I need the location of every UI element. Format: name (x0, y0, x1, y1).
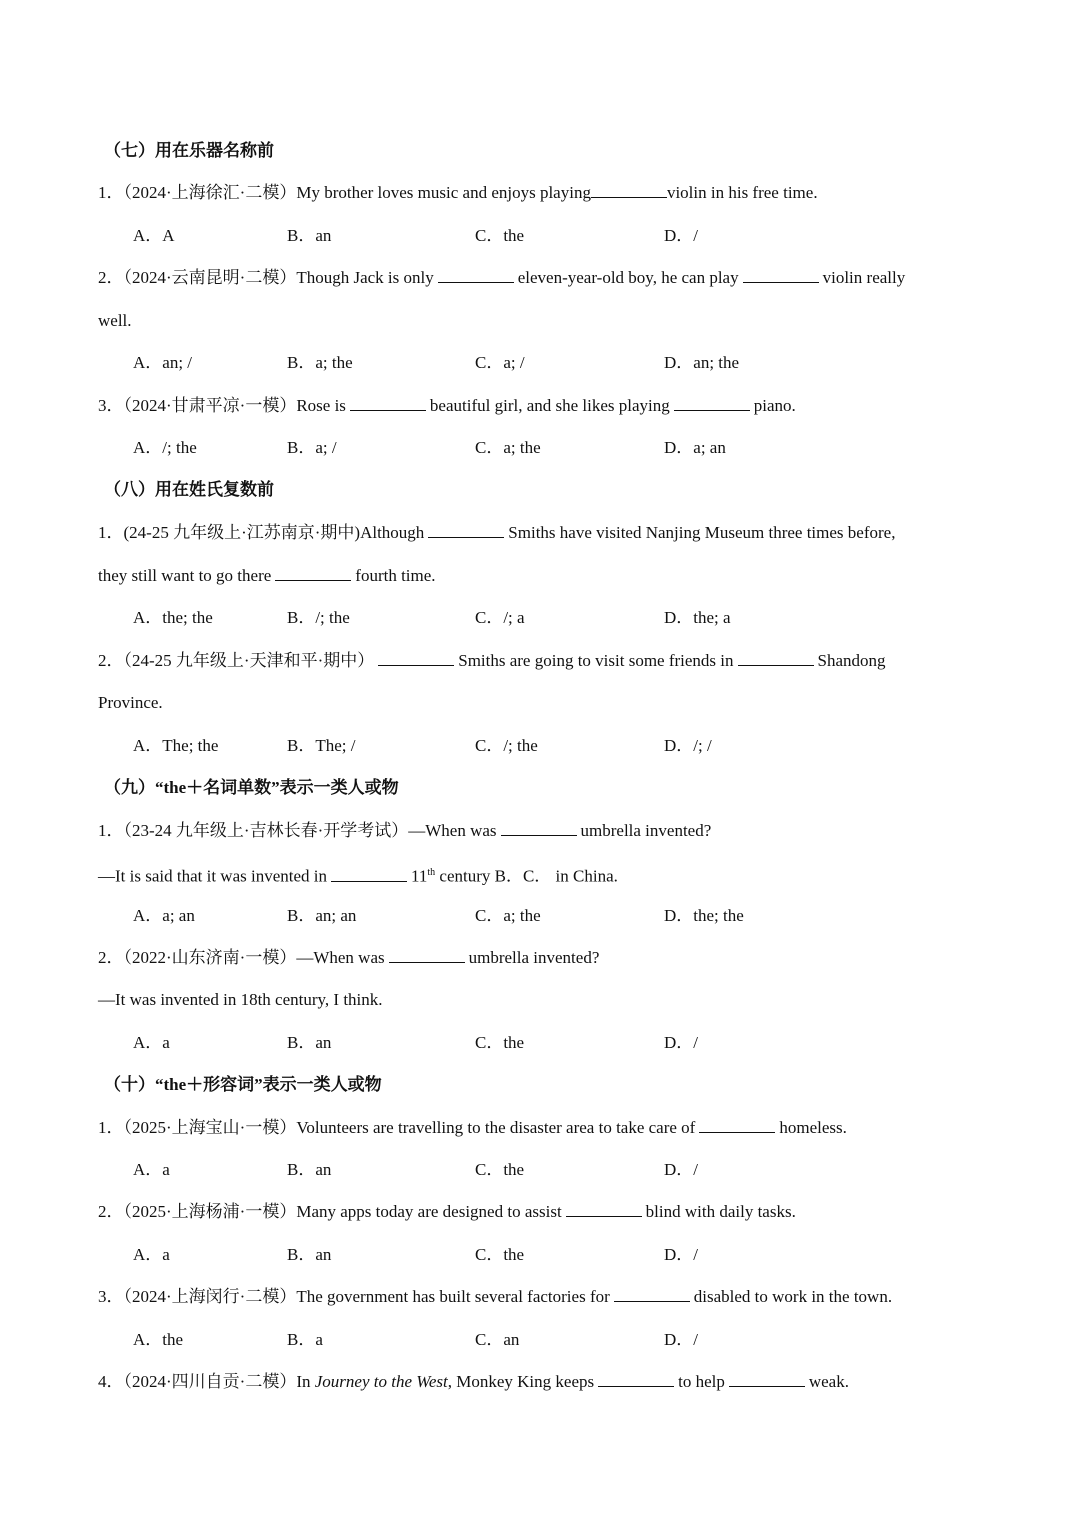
answer-blank (738, 650, 814, 666)
question (98, 1371, 849, 1393)
option-b: B．an (287, 1160, 332, 1179)
section-heading: （七）用在乐器名称前 (104, 141, 274, 160)
section-heading: （八）用在姓氏复数前 (104, 480, 274, 499)
book-title: Journey to the West (314, 1372, 448, 1391)
answer-blank (591, 182, 667, 198)
question-source: （2024·四川自贡·二模） (123, 1372, 297, 1391)
question-text: Rose is (296, 396, 346, 415)
answer-blank (743, 267, 819, 283)
question-text: to help (678, 1372, 725, 1391)
question-number: 1． (98, 1118, 124, 1137)
option-b: B．an; an (287, 906, 357, 925)
question-source: （2025·上海宝山·一模） (123, 1118, 297, 1137)
option-b: B．a (287, 1330, 323, 1349)
question-number: 4． (98, 1372, 124, 1391)
question-text: well. (98, 311, 132, 330)
option-a: A．an; / (133, 353, 193, 372)
answer-blank (674, 395, 750, 411)
question-text: umbrella invented? (468, 948, 600, 967)
option-c: C．/; the (475, 736, 538, 755)
option-d: D．a; an (664, 438, 726, 457)
option-c: C．an (475, 1330, 520, 1349)
answer-blank (378, 650, 454, 666)
question-source: （2024·甘肃平凉·一模） (123, 396, 297, 415)
answer-blank (389, 947, 465, 963)
question-source: （2024·上海徐汇·二模） (123, 183, 297, 202)
option-d: D．the; the (664, 906, 744, 925)
option-b: B．a; / (287, 438, 337, 457)
answer-blank (598, 1371, 674, 1387)
option-d: D．/; / (664, 736, 712, 755)
option-a: A．a; an (133, 906, 195, 925)
question (98, 182, 818, 204)
question-text: The government has built several factories for (296, 1287, 610, 1306)
option-c: C．the (475, 226, 525, 245)
question-text: umbrella invented? (580, 821, 712, 840)
answer-blank (566, 1201, 642, 1217)
question-text: eleven-year-old boy, he can play (517, 268, 739, 287)
question-text: Many apps today are designed to assist (296, 1202, 562, 1221)
option-c: C．the (475, 1160, 525, 1179)
question (98, 395, 796, 417)
question-number: 2． (98, 268, 124, 287)
question-text: Province. (98, 693, 163, 712)
answer-blank (331, 866, 407, 882)
question-text: —It was invented in 18th century, I think. (98, 990, 383, 1009)
option-d: D．an; the (664, 353, 740, 372)
question-number: 1． (98, 183, 124, 202)
question (98, 650, 886, 672)
question (98, 947, 599, 969)
option-d: D．/ (664, 1160, 698, 1179)
question-text: Although (360, 523, 425, 542)
option-b: B．a; the (287, 353, 353, 372)
option-a: A．a (133, 1160, 170, 1179)
question-text: century B．C． in China. (435, 866, 618, 886)
option-a: A．the (133, 1330, 184, 1349)
question (98, 820, 711, 842)
answer-blank (350, 395, 426, 411)
question (98, 1286, 892, 1308)
option-c: C．/; a (475, 608, 525, 627)
question-text: —When was (296, 948, 385, 967)
question-text: homeless. (779, 1118, 847, 1137)
question-text: they still want to go there (98, 566, 272, 585)
question-text: disabled to work in the town. (693, 1287, 893, 1306)
option-b: B．/; the (287, 608, 350, 627)
option-c: C．the (475, 1245, 525, 1264)
option-a: A．The; the (133, 736, 219, 755)
question (98, 1201, 796, 1223)
question-text: In (296, 1372, 315, 1391)
question-text: weak. (808, 1372, 849, 1391)
option-d: D．/ (664, 1245, 698, 1264)
question-source: （24-25 九年级上·天津和平·期中） (123, 651, 375, 670)
question-text: Shandong (817, 651, 886, 670)
answer-blank (501, 820, 577, 836)
option-a: A．a (133, 1245, 170, 1264)
answer-blank (275, 565, 351, 581)
question-text: violin really (822, 268, 906, 287)
question (98, 862, 618, 888)
question-source: （2022·山东济南·一模） (123, 948, 297, 967)
question-source: （2025·上海杨浦·一模） (123, 1202, 297, 1221)
option-c: C．a; / (475, 353, 525, 372)
section-heading: （九）“the＋名词单数”表示一类人或物 (104, 778, 399, 797)
answer-blank (614, 1286, 690, 1302)
question-text: Though Jack is only (296, 268, 434, 287)
question-source: （23-24 九年级上·吉林长春·开学考试） (123, 821, 409, 840)
question-number: 3． (98, 1287, 124, 1306)
question-number: 3． (98, 396, 124, 415)
option-a: A．A (133, 226, 175, 245)
superscript: th (427, 867, 436, 878)
question-text: 11 (411, 866, 428, 886)
question-text: violin in his free time. (666, 183, 818, 202)
question (98, 267, 905, 289)
option-c: C．the (475, 1033, 525, 1052)
option-b: B．an (287, 1033, 332, 1052)
question (98, 565, 436, 587)
option-a: A．the; the (133, 608, 213, 627)
question-text: blind with daily tasks. (645, 1202, 796, 1221)
question-text: Smiths have visited Nanjing Museum three times before, (508, 523, 896, 542)
option-d: D．/ (664, 1033, 698, 1052)
question-text: Smiths are going to visit some friends in (458, 651, 734, 670)
question-text: My brother loves music and enjoys playing (296, 183, 591, 202)
question-text: , Monkey King keeps (447, 1372, 595, 1391)
question-source: （2024·云南昆明·二模） (123, 268, 297, 287)
question-source: （2024·上海闵行·二模） (123, 1287, 297, 1306)
option-b: B．The; / (287, 736, 356, 755)
question (98, 522, 895, 544)
option-a: A．/; the (133, 438, 197, 457)
option-c: C．a; the (475, 906, 541, 925)
option-c: C．a; the (475, 438, 541, 457)
question-text: piano. (753, 396, 796, 415)
question-text: Volunteers are travelling to the disaster area to take care of (296, 1118, 696, 1137)
question-text: fourth time. (355, 566, 436, 585)
option-d: D．/ (664, 226, 698, 245)
answer-blank (729, 1371, 805, 1387)
option-d: D．/ (664, 1330, 698, 1349)
answer-blank (438, 267, 514, 283)
question-number: 2． (98, 651, 124, 670)
question-text: —When was (408, 821, 497, 840)
option-d: D．the; a (664, 608, 731, 627)
question-number: 1． (98, 523, 124, 542)
option-b: B．an (287, 1245, 332, 1264)
section-heading: （十）“the＋形容词”表示一类人或物 (104, 1075, 382, 1094)
question-source: (24-25 九年级上·江苏南京·期中) (123, 523, 361, 542)
question-number: 2． (98, 1202, 124, 1221)
option-b: B．an (287, 226, 332, 245)
question-number: 2． (98, 948, 124, 967)
question-text: beautiful girl, and she likes playing (429, 396, 670, 415)
question-number: 1． (98, 821, 124, 840)
option-a: A．a (133, 1033, 170, 1052)
question (98, 1117, 847, 1139)
question-text: —It is said that it was invented in (98, 866, 327, 886)
answer-blank (699, 1117, 775, 1133)
answer-blank (428, 522, 504, 538)
